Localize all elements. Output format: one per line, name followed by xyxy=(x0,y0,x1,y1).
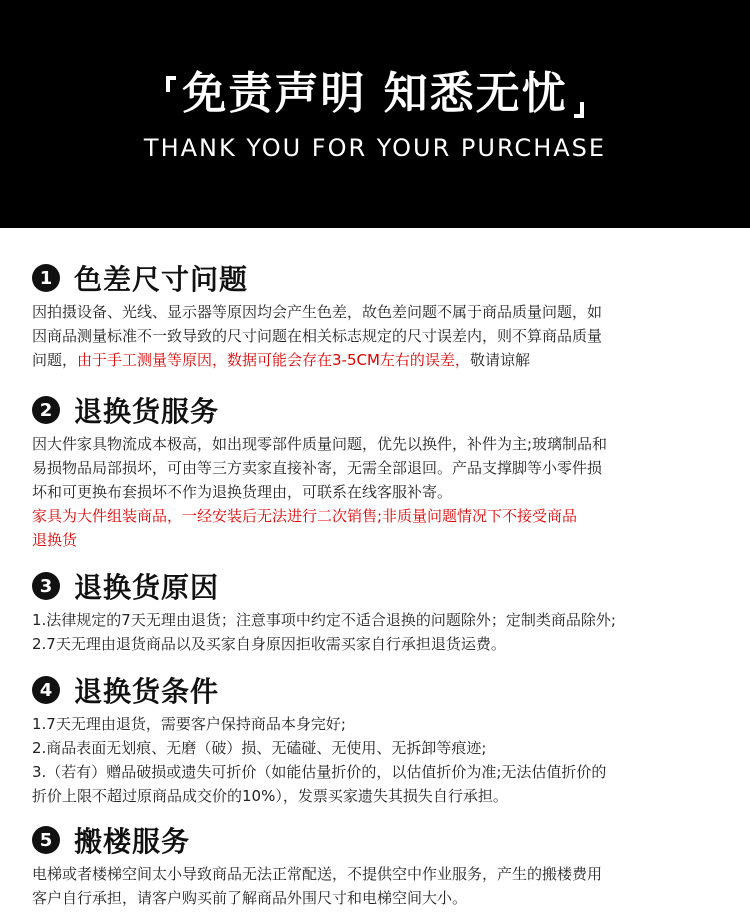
body-text: 问题， xyxy=(32,351,78,369)
highlight-text: 由于手工测量等原因，数据可能会存在3-5CM左右的误差， xyxy=(77,351,470,369)
body-line xyxy=(32,348,732,372)
section-heading xyxy=(32,820,732,860)
body-line: 3.（若有）赠品破损或遗失可折价（如能估量折价的，以估值折价为准;无法估值折价的 xyxy=(32,763,607,781)
number-badge-icon: 2 xyxy=(32,396,60,424)
section-return-conditions xyxy=(32,670,732,808)
body-line: 1.法律规定的7天无理由退货；注意事项中约定不适合退换的问题除外；定制类商品除外; xyxy=(32,611,616,629)
body-line: 因拍摄设备、光线、显示器等原因均会产生色差，故色差问题不属于商品质量问题，如 xyxy=(32,303,603,321)
number-badge-icon: 3 xyxy=(32,572,60,600)
body-text: 敬请谅解 xyxy=(469,351,530,369)
section-title: 搬楼服务 xyxy=(74,825,191,858)
page-subtitle: THANK YOU FOR YOUR PURCHASE xyxy=(143,134,607,162)
body-line: 客户自行承担，请客户购买前了解商品外围尺寸和电梯空间大小。 xyxy=(32,889,468,907)
title-row xyxy=(0,62,750,126)
body-line: 2.7天无理由退货商品以及买家自身原因拒收需买家自行承担退货运费。 xyxy=(32,635,506,653)
corner-bracket-open-icon xyxy=(160,66,182,122)
section-color-size xyxy=(32,258,732,372)
body-line: 2.商品表面无划痕、无磨（破）损、无磕碰、无使用、无拆卸等痕迹; xyxy=(32,739,487,757)
section-body xyxy=(32,432,732,552)
section-heading xyxy=(32,670,732,710)
page-title: 免责声明 知悉无忧 xyxy=(182,68,568,119)
number-badge-icon: 1 xyxy=(32,264,60,292)
section-title: 退换货条件 xyxy=(74,675,220,708)
section-body xyxy=(32,862,732,910)
section-heading xyxy=(32,390,732,430)
section-return-service xyxy=(32,390,732,552)
body-line: 因商品测量标准不一致导致的尺寸问题在相关标志规定的尺寸误差内，则不算商品质量 xyxy=(32,327,603,345)
section-body xyxy=(32,608,732,656)
body-line: 易损物品局部损坏，可由等三方卖家直接补寄，无需全部退回。产品支撑脚等小零件损 xyxy=(32,459,603,477)
header-banner xyxy=(0,0,750,228)
section-body xyxy=(32,300,732,372)
section-heading xyxy=(32,258,732,298)
number-badge-icon: 5 xyxy=(32,826,60,854)
section-body xyxy=(32,712,732,808)
section-title: 退换货服务 xyxy=(74,395,220,428)
section-heading xyxy=(32,566,732,606)
highlight-line: 家具为大件组装商品，一经安装后无法进行二次销售;非质量问题情况下不接受商品 xyxy=(32,507,578,525)
body-line: 坏和可更换布套损坏不作为退换货理由，可联系在线客服补寄。 xyxy=(32,483,453,501)
section-title: 色差尺寸问题 xyxy=(74,263,249,296)
body-line: 电梯或者楼梯空间太小导致商品无法正常配送，不提供空中作业服务，产生的搬楼费用 xyxy=(32,865,603,883)
body-line: 因大件家具物流成本极高，如出现零部件质量问题，优先以换件，补件为主;玻璃制品和 xyxy=(32,435,608,453)
section-title: 退换货原因 xyxy=(74,571,220,604)
highlight-line: 退换货 xyxy=(32,531,78,549)
body-line: 1.7天无理由退货，需要客户保持商品本身完好; xyxy=(32,715,346,733)
section-stair-delivery xyxy=(32,820,732,910)
corner-bracket-close-icon xyxy=(568,66,590,122)
body-line: 折价上限不超过原商品成交价的10%），发票买家遗失其损失自行承担。 xyxy=(32,787,508,805)
number-badge-icon: 4 xyxy=(32,676,60,704)
section-return-reasons xyxy=(32,566,732,656)
